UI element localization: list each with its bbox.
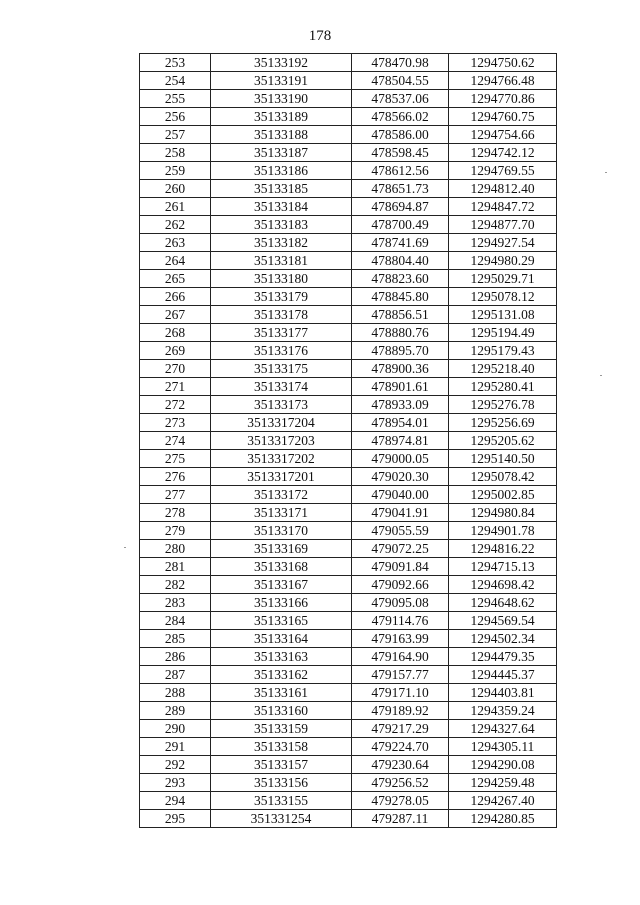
row-number-cell: 293 xyxy=(140,774,211,792)
x-coordinate-cell: 478504.55 xyxy=(352,72,449,90)
point-id-cell: 35133170 xyxy=(211,522,352,540)
x-coordinate-cell: 479020.30 xyxy=(352,468,449,486)
row-number-cell: 254 xyxy=(140,72,211,90)
x-coordinate-cell: 479055.59 xyxy=(352,522,449,540)
point-id-cell: 35133176 xyxy=(211,342,352,360)
x-coordinate-cell: 479164.90 xyxy=(352,648,449,666)
x-coordinate-cell: 478700.49 xyxy=(352,216,449,234)
row-number-cell: 258 xyxy=(140,144,211,162)
table-row xyxy=(140,396,557,414)
x-coordinate-cell: 478598.45 xyxy=(352,144,449,162)
table-row xyxy=(140,792,557,810)
y-coordinate-cell: 1295205.62 xyxy=(449,432,557,450)
point-id-cell: 35133189 xyxy=(211,108,352,126)
point-id-cell: 35133184 xyxy=(211,198,352,216)
y-coordinate-cell: 1295276.78 xyxy=(449,396,557,414)
point-id-cell: 35133171 xyxy=(211,504,352,522)
y-coordinate-cell: 1294479.35 xyxy=(449,648,557,666)
row-number-cell: 292 xyxy=(140,756,211,774)
scan-speck xyxy=(124,547,126,548)
row-number-cell: 291 xyxy=(140,738,211,756)
table-row xyxy=(140,486,557,504)
x-coordinate-cell: 478586.00 xyxy=(352,126,449,144)
point-id-cell: 35133160 xyxy=(211,702,352,720)
point-id-cell: 35133172 xyxy=(211,486,352,504)
point-id-cell: 35133166 xyxy=(211,594,352,612)
x-coordinate-cell: 478954.01 xyxy=(352,414,449,432)
table-row xyxy=(140,234,557,252)
table-row xyxy=(140,702,557,720)
row-number-cell: 272 xyxy=(140,396,211,414)
y-coordinate-cell: 1294259.48 xyxy=(449,774,557,792)
table-row xyxy=(140,738,557,756)
y-coordinate-cell: 1294770.86 xyxy=(449,90,557,108)
table-row xyxy=(140,342,557,360)
row-number-cell: 286 xyxy=(140,648,211,666)
x-coordinate-cell: 479171.10 xyxy=(352,684,449,702)
row-number-cell: 262 xyxy=(140,216,211,234)
x-coordinate-cell: 479095.08 xyxy=(352,594,449,612)
x-coordinate-cell: 478901.61 xyxy=(352,378,449,396)
table-row xyxy=(140,306,557,324)
row-number-cell: 288 xyxy=(140,684,211,702)
x-coordinate-cell: 479157.77 xyxy=(352,666,449,684)
x-coordinate-cell: 478900.36 xyxy=(352,360,449,378)
table-row xyxy=(140,576,557,594)
x-coordinate-cell: 478895.70 xyxy=(352,342,449,360)
y-coordinate-cell: 1294980.84 xyxy=(449,504,557,522)
x-coordinate-cell: 478612.56 xyxy=(352,162,449,180)
row-number-cell: 268 xyxy=(140,324,211,342)
table-row xyxy=(140,360,557,378)
y-coordinate-cell: 1294267.40 xyxy=(449,792,557,810)
point-id-cell: 35133174 xyxy=(211,378,352,396)
row-number-cell: 289 xyxy=(140,702,211,720)
row-number-cell: 282 xyxy=(140,576,211,594)
row-number-cell: 287 xyxy=(140,666,211,684)
x-coordinate-cell: 479256.52 xyxy=(352,774,449,792)
table-row xyxy=(140,252,557,270)
row-number-cell: 266 xyxy=(140,288,211,306)
table-row xyxy=(140,324,557,342)
x-coordinate-cell: 478470.98 xyxy=(352,54,449,72)
point-id-cell: 35133157 xyxy=(211,756,352,774)
y-coordinate-cell: 1294403.81 xyxy=(449,684,557,702)
row-number-cell: 285 xyxy=(140,630,211,648)
y-coordinate-cell: 1294877.70 xyxy=(449,216,557,234)
row-number-cell: 256 xyxy=(140,108,211,126)
table-row xyxy=(140,666,557,684)
coordinates-table xyxy=(139,53,557,828)
row-number-cell: 259 xyxy=(140,162,211,180)
y-coordinate-cell: 1294569.54 xyxy=(449,612,557,630)
table-row xyxy=(140,450,557,468)
table-row xyxy=(140,774,557,792)
page-number: 178 xyxy=(308,28,332,44)
point-id-cell: 35133182 xyxy=(211,234,352,252)
x-coordinate-cell: 479040.00 xyxy=(352,486,449,504)
x-coordinate-cell: 478856.51 xyxy=(352,306,449,324)
row-number-cell: 284 xyxy=(140,612,211,630)
row-number-cell: 294 xyxy=(140,792,211,810)
point-id-cell: 35133161 xyxy=(211,684,352,702)
table-row xyxy=(140,180,557,198)
y-coordinate-cell: 1294502.34 xyxy=(449,630,557,648)
point-id-cell: 35133156 xyxy=(211,774,352,792)
x-coordinate-cell: 478933.09 xyxy=(352,396,449,414)
row-number-cell: 295 xyxy=(140,810,211,828)
y-coordinate-cell: 1294847.72 xyxy=(449,198,557,216)
point-id-cell: 35133179 xyxy=(211,288,352,306)
row-number-cell: 267 xyxy=(140,306,211,324)
row-number-cell: 265 xyxy=(140,270,211,288)
point-id-cell: 3513317204 xyxy=(211,414,352,432)
table-row xyxy=(140,504,557,522)
table-row xyxy=(140,198,557,216)
y-coordinate-cell: 1294280.85 xyxy=(449,810,557,828)
x-coordinate-cell: 479278.05 xyxy=(352,792,449,810)
point-id-cell: 35133188 xyxy=(211,126,352,144)
x-coordinate-cell: 478974.81 xyxy=(352,432,449,450)
table-row xyxy=(140,216,557,234)
row-number-cell: 279 xyxy=(140,522,211,540)
y-coordinate-cell: 1294769.55 xyxy=(449,162,557,180)
scan-speck xyxy=(605,172,607,173)
point-id-cell: 35133185 xyxy=(211,180,352,198)
table-row xyxy=(140,54,557,72)
table-row xyxy=(140,810,557,828)
table-row xyxy=(140,162,557,180)
row-number-cell: 280 xyxy=(140,540,211,558)
y-coordinate-cell: 1294327.64 xyxy=(449,720,557,738)
point-id-cell: 35133163 xyxy=(211,648,352,666)
y-coordinate-cell: 1295179.43 xyxy=(449,342,557,360)
row-number-cell: 269 xyxy=(140,342,211,360)
row-number-cell: 260 xyxy=(140,180,211,198)
scan-speck xyxy=(600,375,602,376)
point-id-cell: 3513317201 xyxy=(211,468,352,486)
y-coordinate-cell: 1295218.40 xyxy=(449,360,557,378)
point-id-cell: 35133180 xyxy=(211,270,352,288)
table-row xyxy=(140,612,557,630)
point-id-cell: 35133187 xyxy=(211,144,352,162)
y-coordinate-cell: 1294980.29 xyxy=(449,252,557,270)
x-coordinate-cell: 478804.40 xyxy=(352,252,449,270)
x-coordinate-cell: 479091.84 xyxy=(352,558,449,576)
y-coordinate-cell: 1295140.50 xyxy=(449,450,557,468)
x-coordinate-cell: 478694.87 xyxy=(352,198,449,216)
x-coordinate-cell: 478823.60 xyxy=(352,270,449,288)
table-row xyxy=(140,540,557,558)
table-row xyxy=(140,126,557,144)
row-number-cell: 253 xyxy=(140,54,211,72)
table-row xyxy=(140,648,557,666)
point-id-cell: 35133190 xyxy=(211,90,352,108)
table-row xyxy=(140,720,557,738)
row-number-cell: 274 xyxy=(140,432,211,450)
y-coordinate-cell: 1295280.41 xyxy=(449,378,557,396)
table-row xyxy=(140,756,557,774)
point-id-cell: 35133181 xyxy=(211,252,352,270)
point-id-cell: 35133162 xyxy=(211,666,352,684)
x-coordinate-cell: 479072.25 xyxy=(352,540,449,558)
point-id-cell: 35133192 xyxy=(211,54,352,72)
table-row xyxy=(140,684,557,702)
table-row xyxy=(140,630,557,648)
row-number-cell: 270 xyxy=(140,360,211,378)
table-row xyxy=(140,108,557,126)
y-coordinate-cell: 1294305.11 xyxy=(449,738,557,756)
point-id-cell: 35133164 xyxy=(211,630,352,648)
point-id-cell: 35133159 xyxy=(211,720,352,738)
table-row xyxy=(140,468,557,486)
y-coordinate-cell: 1294750.62 xyxy=(449,54,557,72)
y-coordinate-cell: 1294648.62 xyxy=(449,594,557,612)
y-coordinate-cell: 1295131.08 xyxy=(449,306,557,324)
point-id-cell: 35133168 xyxy=(211,558,352,576)
row-number-cell: 255 xyxy=(140,90,211,108)
y-coordinate-cell: 1295256.69 xyxy=(449,414,557,432)
row-number-cell: 257 xyxy=(140,126,211,144)
point-id-cell: 35133165 xyxy=(211,612,352,630)
x-coordinate-cell: 479287.11 xyxy=(352,810,449,828)
y-coordinate-cell: 1295029.71 xyxy=(449,270,557,288)
x-coordinate-cell: 478537.06 xyxy=(352,90,449,108)
point-id-cell: 3513317202 xyxy=(211,450,352,468)
x-coordinate-cell: 478651.73 xyxy=(352,180,449,198)
y-coordinate-cell: 1295078.12 xyxy=(449,288,557,306)
table-row xyxy=(140,378,557,396)
row-number-cell: 264 xyxy=(140,252,211,270)
point-id-cell: 35133191 xyxy=(211,72,352,90)
point-id-cell: 35133155 xyxy=(211,792,352,810)
row-number-cell: 261 xyxy=(140,198,211,216)
row-number-cell: 278 xyxy=(140,504,211,522)
x-coordinate-cell: 478880.76 xyxy=(352,324,449,342)
y-coordinate-cell: 1294927.54 xyxy=(449,234,557,252)
point-id-cell: 35133167 xyxy=(211,576,352,594)
point-id-cell: 35133186 xyxy=(211,162,352,180)
x-coordinate-cell: 479041.91 xyxy=(352,504,449,522)
y-coordinate-cell: 1294901.78 xyxy=(449,522,557,540)
y-coordinate-cell: 1294812.40 xyxy=(449,180,557,198)
x-coordinate-cell: 479217.29 xyxy=(352,720,449,738)
y-coordinate-cell: 1294754.66 xyxy=(449,126,557,144)
y-coordinate-cell: 1295078.42 xyxy=(449,468,557,486)
table-row xyxy=(140,522,557,540)
y-coordinate-cell: 1294290.08 xyxy=(449,756,557,774)
x-coordinate-cell: 479163.99 xyxy=(352,630,449,648)
row-number-cell: 275 xyxy=(140,450,211,468)
row-number-cell: 263 xyxy=(140,234,211,252)
row-number-cell: 277 xyxy=(140,486,211,504)
x-coordinate-cell: 478566.02 xyxy=(352,108,449,126)
point-id-cell: 351331254 xyxy=(211,810,352,828)
y-coordinate-cell: 1294715.13 xyxy=(449,558,557,576)
row-number-cell: 276 xyxy=(140,468,211,486)
row-number-cell: 281 xyxy=(140,558,211,576)
point-id-cell: 35133175 xyxy=(211,360,352,378)
y-coordinate-cell: 1294760.75 xyxy=(449,108,557,126)
table-row xyxy=(140,144,557,162)
row-number-cell: 273 xyxy=(140,414,211,432)
y-coordinate-cell: 1294742.12 xyxy=(449,144,557,162)
table-row xyxy=(140,90,557,108)
x-coordinate-cell: 478845.80 xyxy=(352,288,449,306)
y-coordinate-cell: 1294766.48 xyxy=(449,72,557,90)
table-row xyxy=(140,72,557,90)
table-row xyxy=(140,594,557,612)
point-id-cell: 35133158 xyxy=(211,738,352,756)
x-coordinate-cell: 479189.92 xyxy=(352,702,449,720)
y-coordinate-cell: 1294698.42 xyxy=(449,576,557,594)
y-coordinate-cell: 1294445.37 xyxy=(449,666,557,684)
y-coordinate-cell: 1294816.22 xyxy=(449,540,557,558)
row-number-cell: 271 xyxy=(140,378,211,396)
y-coordinate-cell: 1295002.85 xyxy=(449,486,557,504)
table-row xyxy=(140,288,557,306)
x-coordinate-cell: 479092.66 xyxy=(352,576,449,594)
x-coordinate-cell: 478741.69 xyxy=(352,234,449,252)
table-row xyxy=(140,414,557,432)
x-coordinate-cell: 479224.70 xyxy=(352,738,449,756)
point-id-cell: 35133183 xyxy=(211,216,352,234)
x-coordinate-cell: 479230.64 xyxy=(352,756,449,774)
table-row xyxy=(140,432,557,450)
point-id-cell: 35133177 xyxy=(211,324,352,342)
point-id-cell: 35133169 xyxy=(211,540,352,558)
point-id-cell: 35133178 xyxy=(211,306,352,324)
coordinates-table-body xyxy=(140,54,557,828)
row-number-cell: 290 xyxy=(140,720,211,738)
y-coordinate-cell: 1295194.49 xyxy=(449,324,557,342)
x-coordinate-cell: 479114.76 xyxy=(352,612,449,630)
row-number-cell: 283 xyxy=(140,594,211,612)
point-id-cell: 35133173 xyxy=(211,396,352,414)
x-coordinate-cell: 479000.05 xyxy=(352,450,449,468)
y-coordinate-cell: 1294359.24 xyxy=(449,702,557,720)
point-id-cell: 3513317203 xyxy=(211,432,352,450)
table-row xyxy=(140,270,557,288)
table-row xyxy=(140,558,557,576)
